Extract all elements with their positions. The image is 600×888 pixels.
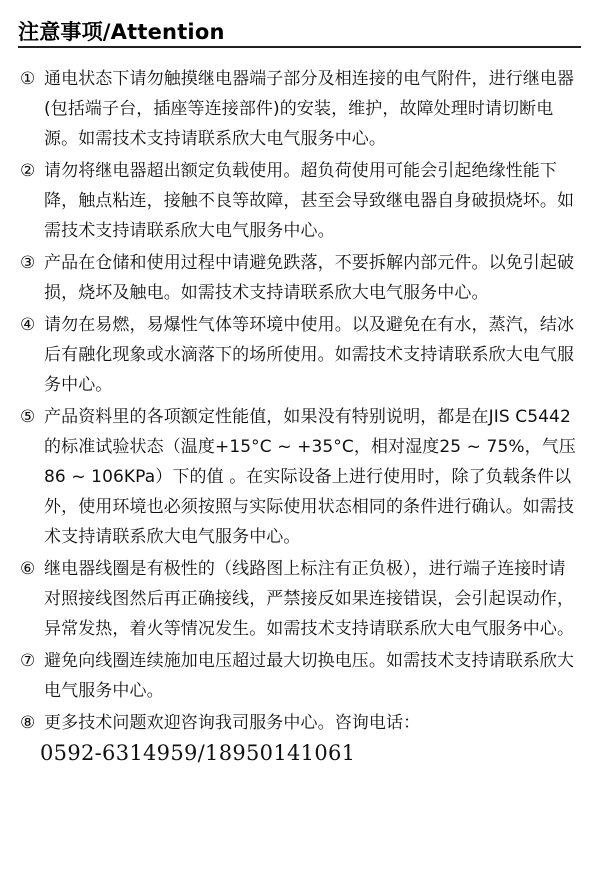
list-item: [20, 310, 580, 400]
list-item: [20, 708, 580, 768]
list-item: [20, 402, 580, 552]
list-item: [20, 554, 580, 644]
attention-list: [20, 64, 580, 770]
title-divider: [18, 46, 581, 48]
item-text: 产品在仓储和使用过程中请避免跌落，不要拆解内部元件。以免引起破损，烧坏及触电。如需技术支持请联系欣大电气服务中心。: [44, 253, 575, 303]
item-text: 避免向线圈连续施加电压超过最大切换电压。如需技术支持请联系欣大电气服务中心。: [44, 651, 575, 701]
list-item: [20, 156, 580, 246]
item-number: ⑤: [20, 407, 36, 427]
item-number: ⑦: [20, 651, 36, 671]
item-number: ②: [20, 161, 36, 181]
list-item: [20, 64, 580, 154]
item-text: 通电状态下请勿触摸继电器端子部分及相连接的电气附件，进行继电器(包括端子台，插座等连接部件)的安装，维护，故障处理时请切断电源。如需技术支持请联系欣大电气服务中心。: [44, 69, 575, 149]
list-item: [20, 646, 580, 706]
item-text-block: [40, 708, 580, 768]
item-text: 更多技术问题欢迎咨询我司服务中心。咨询电话：: [44, 713, 421, 733]
list-item: [20, 248, 580, 308]
item-number: ⑧: [20, 713, 36, 733]
page-title: 注意事项/Attention: [18, 20, 225, 44]
item-number: ①: [20, 69, 36, 89]
item-number: ③: [20, 253, 36, 273]
item-number: ④: [20, 315, 36, 335]
item-text: 继电器线圈是有极性的（线路图上标注有正负极），进行端子连接时请对照接线图然后再正确接线，严禁接反如果连接错误，会引起误动作，异常发热，着火等情况发生。如需技术支持请联系欣大电气服务中心。: [44, 559, 575, 639]
item-text: 产品资料里的各项额定性能值，如果没有特别说明，都是在JIS C5442的标准试验状态（温度+15°C ~ +35°C，相对湿度25 ~ 75%，气压86 ~ 106KPa）下的值 。在实际设备上进行使用时，除了负载条件以外，使用环境也必须按照与实际使用状态相同的条件进行确认。如需技术支持请联系欣大电气服务中心。: [44, 407, 576, 547]
phone-number: 0592-6314959/18950141061: [40, 741, 356, 765]
item-text: 请勿在易燃，易爆性气体等环境中使用。以及避免在有水，蒸汽，结冰后有融化现象或水滴落下的场所使用。如需技术支持请联系欣大电气服务中心。: [44, 315, 575, 395]
item-text: 请勿将继电器超出额定负载使用。超负荷使用可能会引起绝缘性能下降，触点粘连，接触不良等故障，甚至会导致继电器自身破损烧坏。如需技术支持请联系欣大电气服务中心。: [44, 161, 575, 241]
item-number: ⑥: [20, 559, 36, 579]
